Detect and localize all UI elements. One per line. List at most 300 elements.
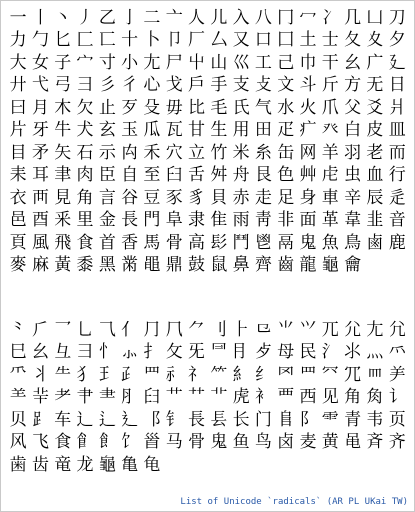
supplement-radical-glyph: ⺞: [254, 342, 272, 363]
supplement-radical-glyph: ⻳: [143, 454, 161, 475]
radical-glyph: 冫: [321, 7, 339, 28]
supplement-radical-glyph: ⺘: [143, 342, 161, 363]
radical-glyph: 鬲: [277, 232, 295, 253]
supplement-radical-glyph: ⻢: [165, 432, 183, 453]
radical-glyph: 氏: [232, 97, 250, 118]
supplement-radical-glyph: ⺀: [9, 319, 27, 340]
radical-glyph: 生: [210, 120, 228, 141]
radical-glyph: 石: [76, 142, 94, 163]
radical-glyph: 飛: [54, 232, 72, 253]
radical-glyph: 手: [210, 75, 228, 96]
supplement-radical-glyph: ⺲: [299, 364, 317, 385]
radical-glyph: 匸: [98, 30, 116, 51]
radical-glyph: 頁: [9, 232, 27, 253]
radical-glyph: 瓦: [165, 120, 183, 141]
radical-glyph: 彡: [98, 75, 116, 96]
radical-glyph: 女: [31, 52, 49, 73]
radical-glyph: 玉: [121, 120, 139, 141]
radical-glyph: 爿: [388, 97, 406, 118]
supplement-radical-glyph: ⻩: [321, 432, 339, 453]
supplement-radical-glyph: ⺤: [388, 342, 406, 363]
radical-glyph: 襾: [31, 187, 49, 208]
radical-glyph: 色: [277, 165, 295, 186]
supplement-radical-glyph: ⺐: [366, 319, 384, 340]
radical-glyph: 老: [366, 142, 384, 163]
supplement-radical-glyph: ⺺: [76, 387, 94, 408]
radical-glyph: 鬥: [232, 232, 250, 253]
supplement-radical-glyph: ⺙: [165, 342, 183, 363]
supplement-radical-glyph: ⻤: [210, 432, 228, 453]
radical-glyph: 大: [9, 52, 27, 73]
supplement-radical-glyph: ⺟: [277, 342, 295, 363]
radical-glyph: 鼠: [210, 255, 228, 276]
radical-glyph: 彳: [121, 75, 139, 96]
radical-glyph: 艮: [254, 165, 272, 186]
image-caption: List of Unicode `radicals` (AR PL UKai TW): [180, 497, 408, 507]
radical-glyph: 人: [188, 7, 206, 28]
radical-glyph: 戈: [165, 75, 183, 96]
radical-glyph: 干: [321, 52, 339, 73]
supplement-radical-glyph: ⺧: [54, 364, 72, 385]
radical-glyph: 厂: [188, 30, 206, 51]
radical-glyph: 身: [299, 187, 317, 208]
supplement-radical-glyph: ⺑: [388, 319, 406, 340]
supplement-radical-glyph: ⻃: [277, 387, 295, 408]
supplement-radical-glyph: ⻄: [299, 387, 317, 408]
radical-glyph: 鼎: [165, 255, 183, 276]
radical-glyph: 釆: [54, 210, 72, 231]
radical-glyph: 方: [344, 75, 362, 96]
radical-glyph: 巛: [232, 52, 250, 73]
radical-glyph: 比: [188, 97, 206, 118]
radical-glyph: 己: [277, 52, 295, 73]
supplement-radical-glyph: ⺂: [54, 319, 72, 340]
radical-glyph: 戶: [188, 75, 206, 96]
supplement-radical-glyph: ⻖: [299, 409, 317, 430]
radical-glyph: 隹: [210, 210, 228, 231]
radical-glyph: 十: [121, 30, 139, 51]
radical-glyph: 支: [232, 75, 250, 96]
radical-glyph: 又: [232, 30, 250, 51]
radical-glyph: 广: [366, 52, 384, 73]
radical-glyph: 聿: [54, 165, 72, 186]
supplement-radical-glyph: ⻱: [98, 454, 116, 475]
supplement-radical-glyph: ⻊: [31, 409, 49, 430]
radical-glyph: 行: [388, 165, 406, 186]
supplement-radical-glyph: ⺊: [232, 319, 250, 340]
supplement-radical-glyph: ⻟: [98, 432, 116, 453]
radical-glyph: 車: [321, 187, 339, 208]
radical-glyph: 寸: [98, 52, 116, 73]
supplement-radical-glyph: ⻭: [9, 454, 27, 475]
supplement-radical-glyph: ⺷: [9, 387, 27, 408]
radical-glyph: 臣: [98, 165, 116, 186]
radical-glyph: 匚: [76, 30, 94, 51]
radical-glyph: 歹: [121, 97, 139, 118]
radical-glyph: 龜: [321, 255, 339, 276]
supplement-radical-glyph: ⺰: [254, 364, 272, 385]
radical-glyph: 髟: [210, 232, 228, 253]
radical-glyph: 幺: [344, 52, 362, 73]
radical-glyph: 卜: [143, 30, 161, 51]
radical-glyph: 斤: [321, 75, 339, 96]
radical-glyph: 月: [31, 97, 49, 118]
radical-glyph: 邑: [9, 210, 27, 231]
radical-glyph: 豸: [188, 187, 206, 208]
supplement-radical-glyph: ⺫: [143, 364, 161, 385]
supplement-radical-glyph: ⺣: [366, 342, 384, 363]
supplement-radical-glyph: ⻜: [31, 432, 49, 453]
supplement-radical-glyph: ⻇: [366, 387, 384, 408]
supplement-radical-glyph: ⺆: [143, 319, 161, 340]
radical-glyph: 二: [143, 7, 161, 28]
supplement-radical-glyph: ⺯: [232, 364, 250, 385]
radical-glyph: 一: [9, 7, 27, 28]
supplement-radical-glyph: ⺿: [188, 387, 206, 408]
radical-glyph: 禸: [121, 142, 139, 163]
radical-glyph: 亅: [121, 7, 139, 28]
radical-glyph: 曰: [9, 97, 27, 118]
supplement-radical-glyph: ⺓: [31, 342, 49, 363]
radical-glyph: 血: [366, 165, 384, 186]
supplement-radical-glyph: ⺉: [210, 319, 228, 340]
supplement-radical-glyph: ⺏: [344, 319, 362, 340]
radical-glyph: 瓜: [143, 120, 161, 141]
radical-glyph: 非: [277, 210, 295, 231]
supplement-radical-glyph: ⻚: [388, 409, 406, 430]
radical-glyph: 鼻: [232, 255, 250, 276]
radical-glyph: 風: [31, 232, 49, 253]
supplement-radical-glyph: ⻧: [277, 432, 295, 453]
radical-glyph: 辵: [388, 187, 406, 208]
supplement-radical-glyph: ⻗: [321, 409, 339, 430]
radical-glyph: 巾: [299, 52, 317, 73]
supplement-radical-glyph: ⻯: [54, 454, 72, 475]
radical-glyph: 牛: [54, 120, 72, 141]
radical-glyph: 文: [277, 75, 295, 96]
radical-glyph: 香: [121, 232, 139, 253]
radical-glyph: 辛: [344, 187, 362, 208]
radical-glyph: 八: [254, 7, 272, 28]
supplement-radical-glyph: ⺈: [188, 319, 206, 340]
radical-glyph: 丨: [31, 7, 49, 28]
radical-glyph: 冂: [277, 7, 295, 28]
radical-glyph: 耒: [9, 165, 27, 186]
supplement-radical-glyph: ⺗: [121, 342, 139, 363]
supplement-radical-glyph: ⺸: [31, 387, 49, 408]
radical-glyph: 隶: [188, 210, 206, 231]
supplement-radical-glyph: ⺬: [165, 364, 183, 385]
radical-glyph: 矛: [31, 142, 49, 163]
radical-glyph: 黹: [121, 255, 139, 276]
radical-glyph: 儿: [210, 7, 228, 28]
radical-glyph: 鼓: [188, 255, 206, 276]
radical-glyph: 气: [254, 97, 272, 118]
supplement-radical-glyph: ⺳: [321, 364, 339, 385]
radical-glyph: 止: [98, 97, 116, 118]
radical-glyph: 舛: [210, 165, 228, 186]
radical-glyph: 艸: [299, 165, 317, 186]
radical-glyph: 鹵: [366, 232, 384, 253]
radical-glyph: 彐: [76, 75, 94, 96]
radical-glyph: 黍: [76, 255, 94, 276]
radical-glyph: 心: [143, 75, 161, 96]
radical-glyph: 冖: [299, 7, 317, 28]
cjk-radicals-supplement-grid: [7, 319, 408, 477]
supplement-radical-glyph: ⻔: [254, 409, 272, 430]
supplement-radical-glyph: ⺾: [165, 387, 183, 408]
radical-glyph: 高: [188, 232, 206, 253]
radical-glyph: 白: [344, 120, 362, 141]
radical-glyph: 弋: [31, 75, 49, 96]
supplement-radical-glyph: ⺠: [299, 342, 317, 363]
radical-glyph: 鬯: [254, 232, 272, 253]
radical-glyph: 工: [254, 52, 272, 73]
radical-glyph: 韭: [366, 210, 384, 231]
supplement-radical-glyph: ⺮: [210, 364, 228, 385]
supplement-radical-glyph: ⺝: [232, 342, 250, 363]
radical-glyph: 齒: [277, 255, 295, 276]
radical-glyph: 音: [388, 210, 406, 231]
radical-glyph: 谷: [121, 187, 139, 208]
radical-glyph: 甘: [188, 120, 206, 141]
radical-glyph: 角: [76, 187, 94, 208]
radical-glyph: 欠: [76, 97, 94, 118]
radical-glyph: 田: [254, 120, 272, 141]
supplement-radical-glyph: ⻨: [299, 432, 317, 453]
radical-glyph: 言: [98, 187, 116, 208]
radical-glyph: 臼: [165, 165, 183, 186]
radical-glyph: 立: [188, 142, 206, 163]
radical-glyph: 片: [9, 120, 27, 141]
radical-glyph: 龍: [299, 255, 317, 276]
supplement-radical-glyph: ⻆: [344, 387, 362, 408]
radical-glyph: 豆: [143, 187, 161, 208]
supplement-radical-glyph: ⻦: [254, 432, 272, 453]
radical-glyph: 夊: [366, 30, 384, 51]
radical-glyph: 黑: [98, 255, 116, 276]
radical-glyph: 殳: [143, 97, 161, 118]
radical-glyph: 屮: [188, 52, 206, 73]
radical-glyph: 舌: [188, 165, 206, 186]
supplement-radical-glyph: ⻮: [31, 454, 49, 475]
radical-glyph: 口: [254, 30, 272, 51]
radical-glyph: 韋: [344, 210, 362, 231]
radical-glyph: 龠: [344, 255, 362, 276]
supplement-radical-glyph: ⻲: [121, 454, 139, 475]
radical-glyph: 疒: [299, 120, 317, 141]
supplement-radical-glyph: ⻝: [54, 432, 72, 453]
supplement-radical-glyph: ⺦: [31, 364, 49, 385]
radical-glyph: 貝: [210, 187, 228, 208]
supplement-radical-glyph: ⻞: [76, 432, 94, 453]
radical-glyph: 鹿: [388, 232, 406, 253]
radical-glyph: 刀: [388, 7, 406, 28]
supplement-radical-glyph: ⺪: [121, 364, 139, 385]
radical-glyph: 几: [344, 7, 362, 28]
radical-glyph: 乙: [98, 7, 116, 28]
radical-glyph: 廾: [9, 75, 27, 96]
radical-glyph: 面: [299, 210, 317, 231]
supplement-radical-glyph: ⺇: [165, 319, 183, 340]
supplement-radical-glyph: ⻫: [366, 432, 384, 453]
supplement-radical-glyph: ⻌: [76, 409, 94, 430]
supplement-radical-glyph: ⻣: [188, 432, 206, 453]
supplement-radical-glyph: ⻉: [9, 409, 27, 430]
radical-glyph: 网: [299, 142, 317, 163]
radical-glyph: 宀: [76, 52, 94, 73]
supplement-radical-glyph: ⺃: [76, 319, 94, 340]
radical-glyph: 土: [299, 30, 317, 51]
radical-glyph: 玄: [98, 120, 116, 141]
supplement-radical-glyph: ⻠: [121, 432, 139, 453]
radical-glyph: 毋: [165, 97, 183, 118]
radical-glyph: 勹: [31, 30, 49, 51]
radical-glyph: 尸: [165, 52, 183, 73]
radical-glyph: 羽: [344, 142, 362, 163]
radical-glyph: 斗: [299, 75, 317, 96]
radical-glyph: 靑: [254, 210, 272, 231]
supplement-radical-glyph: ⻛: [9, 432, 27, 453]
radical-glyph: 金: [98, 210, 116, 231]
radical-glyph: 馬: [143, 232, 161, 253]
radical-glyph: 夕: [388, 30, 406, 51]
supplement-radical-glyph: ⺜: [210, 342, 228, 363]
supplement-radical-glyph: ⺋: [254, 319, 272, 340]
supplement-radical-glyph: ⻘: [344, 409, 362, 430]
radical-glyph: 竹: [210, 142, 228, 163]
radical-glyph: 凵: [366, 7, 384, 28]
radical-glyph: 厶: [210, 30, 228, 51]
radical-glyph: 而: [388, 142, 406, 163]
radical-glyph: 門: [143, 210, 161, 231]
supplement-radical-glyph: ⺛: [188, 342, 206, 363]
radical-glyph: 日: [388, 75, 406, 96]
supplement-radical-glyph: ⻪: [344, 432, 362, 453]
radical-glyph: 里: [76, 210, 94, 231]
radical-glyph: 无: [366, 75, 384, 96]
supplement-radical-glyph: ⻈: [388, 387, 406, 408]
supplement-radical-glyph: ⺡: [321, 342, 339, 363]
radical-glyph: 用: [232, 120, 250, 141]
radical-glyph: 虍: [321, 165, 339, 186]
supplement-radical-glyph: ⺩: [98, 364, 116, 385]
radical-glyph: 黽: [143, 255, 161, 276]
radical-glyph: 齊: [254, 255, 272, 276]
radical-glyph: 糸: [254, 142, 272, 163]
radical-glyph: 耳: [31, 165, 49, 186]
radical-glyph: 舟: [232, 165, 250, 186]
supplement-radical-glyph: ⻙: [366, 409, 384, 430]
radical-glyph: 卩: [165, 30, 183, 51]
supplement-radical-glyph: ⺶: [388, 364, 406, 385]
supplement-radical-glyph: ⻥: [232, 432, 250, 453]
radical-glyph: 骨: [165, 232, 183, 253]
radical-glyph: 矢: [54, 142, 72, 163]
supplement-radical-glyph: ⻀: [210, 387, 228, 408]
radical-glyph: 小: [121, 52, 139, 73]
radical-glyph: 丶: [54, 7, 72, 28]
radical-glyph: 毛: [210, 97, 228, 118]
radical-glyph: 走: [254, 187, 272, 208]
supplement-radical-glyph: ⺼: [121, 387, 139, 408]
supplement-radical-glyph: ⺄: [98, 319, 116, 340]
supplement-radical-glyph: ⺵: [366, 364, 384, 385]
radical-glyph: 麥: [9, 255, 27, 276]
radical-glyph: 鳥: [344, 232, 362, 253]
supplement-radical-glyph: ⺽: [143, 387, 161, 408]
radical-glyph: 疋: [277, 120, 295, 141]
radical-glyph: 米: [232, 142, 250, 163]
radical-glyph: 阜: [165, 210, 183, 231]
radical-glyph: 至: [143, 165, 161, 186]
radical-glyph: 足: [277, 187, 295, 208]
supplement-radical-glyph: ⻂: [254, 387, 272, 408]
supplement-radical-glyph: ⻓: [232, 409, 250, 430]
supplement-radical-glyph: ⺁: [31, 319, 49, 340]
radical-glyph: 禾: [143, 142, 161, 163]
supplement-radical-glyph: ⻬: [388, 432, 406, 453]
radical-glyph: 革: [321, 210, 339, 231]
radical-glyph: 士: [321, 30, 339, 51]
radical-glyph: 火: [299, 97, 317, 118]
radical-glyph: 亠: [165, 7, 183, 28]
supplement-radical-glyph: ⻕: [277, 409, 295, 430]
supplement-radical-glyph: ⻋: [54, 409, 72, 430]
supplement-radical-glyph: ⺨: [76, 364, 94, 385]
radical-glyph: 木: [54, 97, 72, 118]
radical-glyph: 囗: [277, 30, 295, 51]
supplement-radical-glyph: ⻍: [98, 409, 116, 430]
radical-glyph: 辰: [366, 187, 384, 208]
supplement-radical-glyph: ⺹: [54, 387, 72, 408]
radical-glyph: 攴: [254, 75, 272, 96]
radical-glyph: 赤: [232, 187, 250, 208]
supplement-radical-glyph: ⺻: [98, 387, 116, 408]
kangxi-radicals-grid: [7, 7, 408, 277]
radical-glyph: 鬼: [299, 232, 317, 253]
radical-glyph: 爪: [321, 97, 339, 118]
supplement-radical-glyph: ⻑: [188, 409, 206, 430]
supplement-radical-glyph: ⺕: [76, 342, 94, 363]
radical-glyph: 牙: [31, 120, 49, 141]
supplement-radical-glyph: ⺔: [54, 342, 72, 363]
radical-glyph: 長: [121, 210, 139, 231]
radical-glyph: 衣: [9, 187, 27, 208]
radical-glyph: 癶: [321, 120, 339, 141]
radical-glyph: 尢: [143, 52, 161, 73]
radical-glyph: 父: [344, 97, 362, 118]
radical-glyph: 丿: [76, 7, 94, 28]
radical-glyph: 子: [54, 52, 72, 73]
radical-glyph: 羊: [321, 142, 339, 163]
radical-glyph: 食: [76, 232, 94, 253]
radical-glyph: 夂: [344, 30, 362, 51]
radical-glyph: 目: [9, 142, 27, 163]
supplement-radical-glyph: ⻰: [76, 454, 94, 475]
radical-glyph: 肉: [76, 165, 94, 186]
radical-glyph: 匕: [54, 30, 72, 51]
supplement-radical-glyph: ⺅: [121, 319, 139, 340]
supplement-radical-glyph: ⺭: [188, 364, 206, 385]
radical-glyph: 示: [98, 142, 116, 163]
radical-glyph: 山: [210, 52, 228, 73]
radical-glyph: 力: [9, 30, 27, 51]
supplement-radical-glyph: ⺌: [277, 319, 295, 340]
radical-glyph: 酉: [31, 210, 49, 231]
radical-glyph: 弓: [54, 75, 72, 96]
radical-glyph: 豕: [165, 187, 183, 208]
